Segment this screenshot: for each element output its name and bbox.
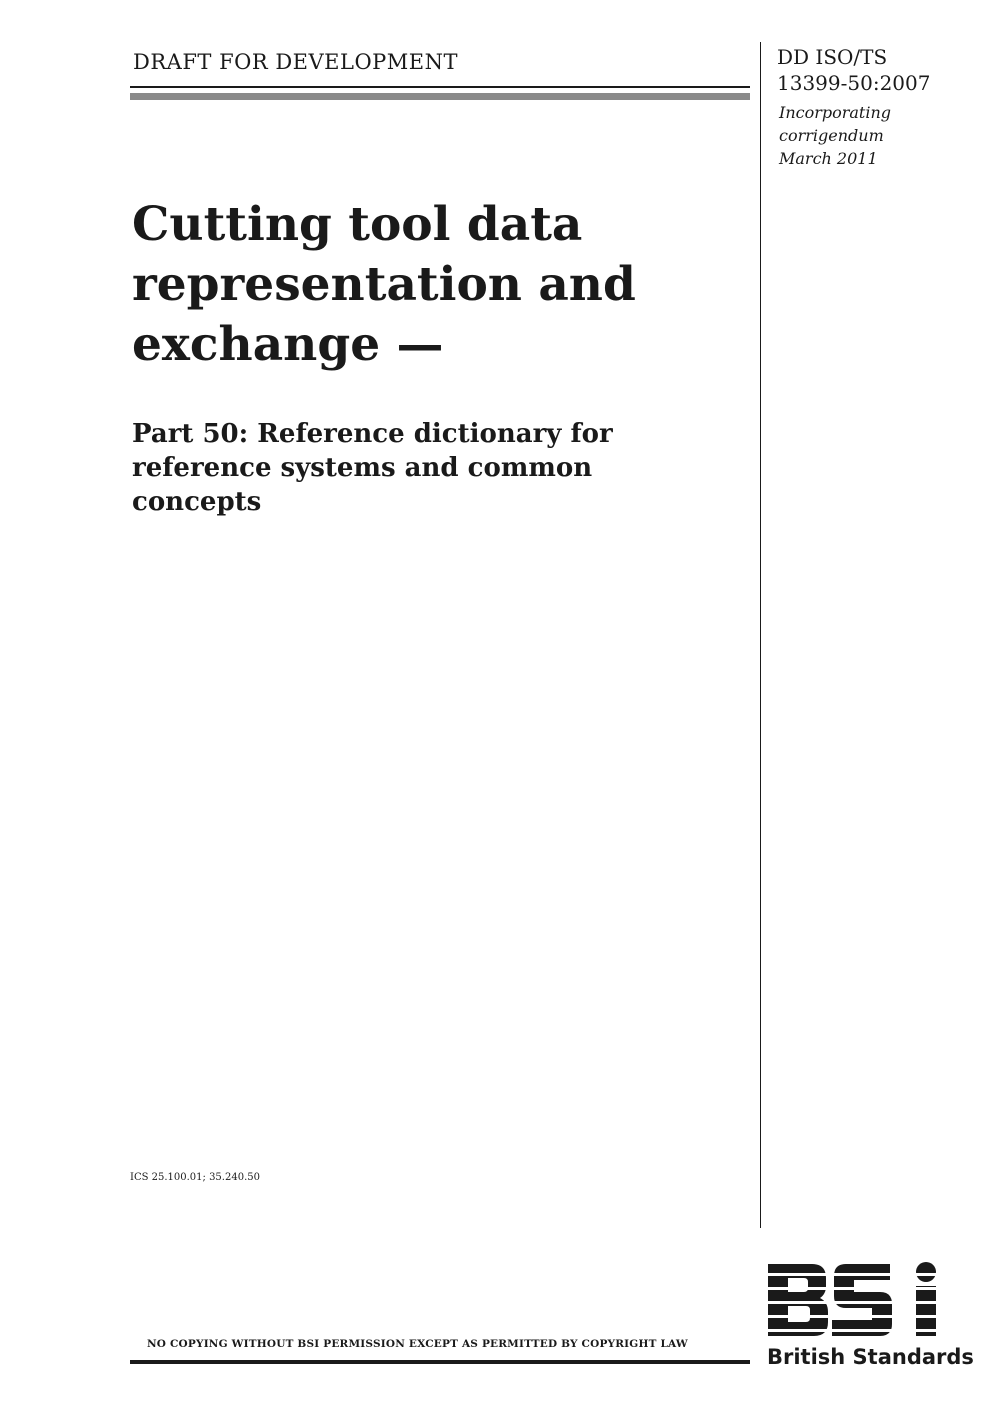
footer-rule: [130, 1360, 750, 1364]
corrigendum-note-line-3: March 2011: [779, 149, 878, 168]
main-title-line-1: Cutting tool data: [132, 197, 583, 252]
bsi-logo-caption: British Standards: [767, 1345, 974, 1369]
part-subtitle-line-2: reference systems and common: [132, 453, 593, 483]
part-subtitle: [132, 417, 613, 519]
document-id-line-2: 13399-50:2007: [777, 71, 931, 95]
corrigendum-note-line-1: Incorporating: [779, 103, 892, 122]
draft-label: DRAFT FOR DEVELOPMENT: [133, 50, 459, 74]
margin-divider: [760, 42, 761, 1228]
bsi-logo-icon: [766, 1262, 974, 1372]
corrigendum-note: [779, 101, 891, 170]
ics-code: ICS 25.100.01; 35.240.50: [130, 1172, 260, 1183]
part-subtitle-line-1: Part 50: Reference dictionary for: [132, 419, 613, 449]
document-id-line-1: DD ISO/TS: [777, 45, 888, 69]
part-subtitle-line-3: concepts: [132, 487, 262, 517]
main-title-line-3: exchange —: [132, 317, 444, 372]
corrigendum-note-line-2: corrigendum: [779, 126, 884, 145]
document-identifier: [777, 44, 930, 96]
main-title: [132, 195, 636, 375]
copyright-notice: NO COPYING WITHOUT BSI PERMISSION EXCEPT AS PERMITTED BY COPYRIGHT LAW: [147, 1338, 688, 1350]
header-rule-thin: [130, 86, 750, 88]
header-rule-thick: [130, 93, 750, 100]
main-title-line-2: representation and: [132, 257, 636, 312]
